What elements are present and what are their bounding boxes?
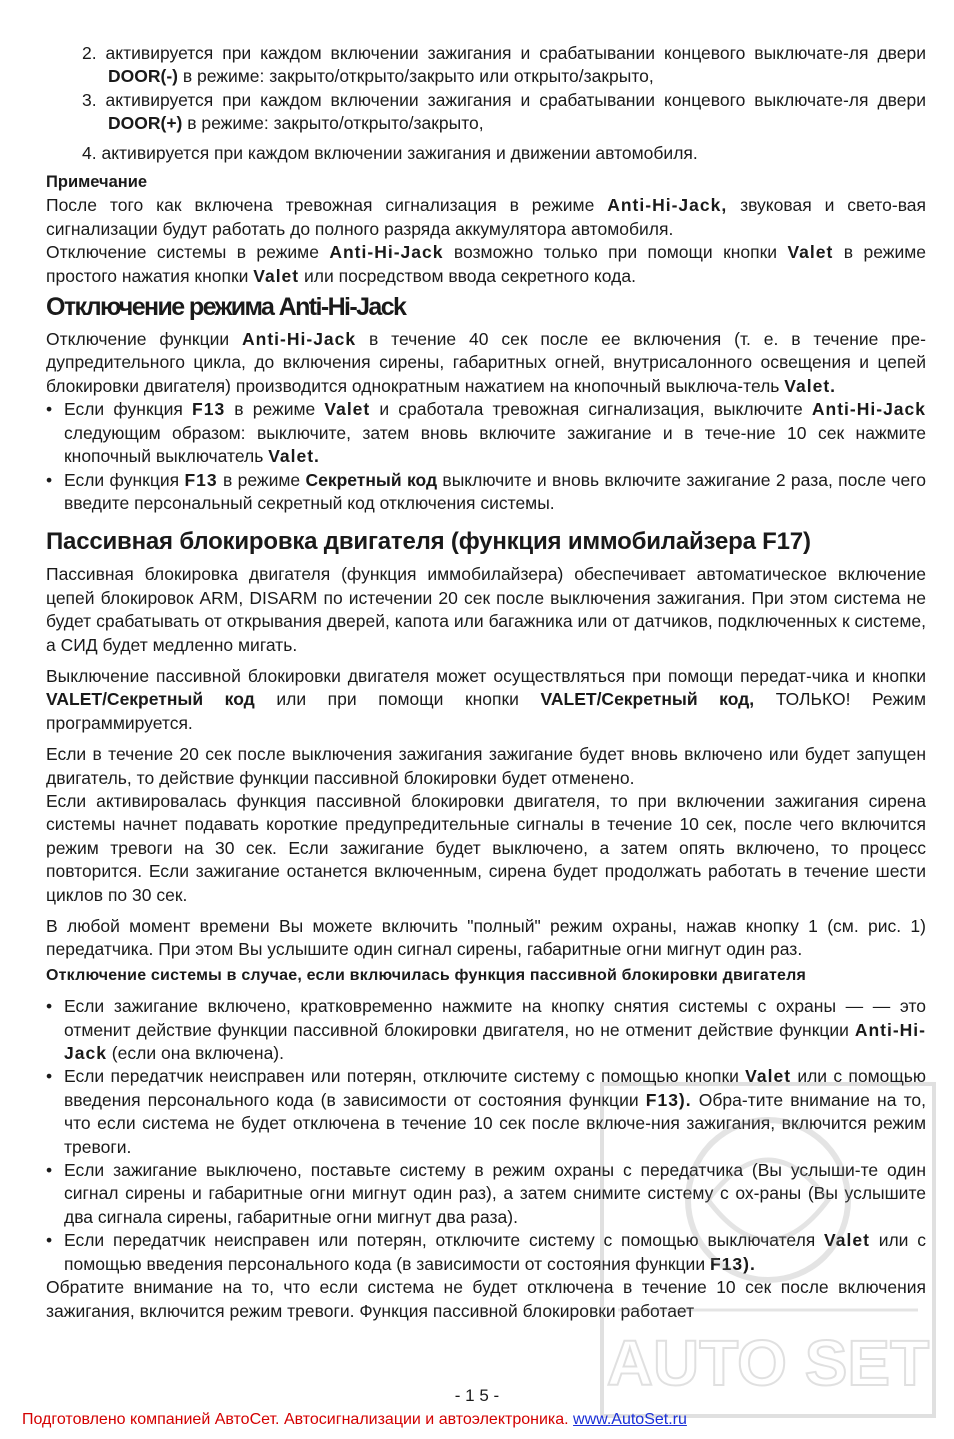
bullet-item: • Если передатчик неисправен или потерян, отключите систему с помощью выключателя Valet или с помощью введения персонального кода (в зависимости от состояния функции F13).	[46, 1230, 926, 1274]
list-item: 2. активируется при каждом включении зажигания и срабатывании концевого выключате-ля двери DOOR(-) в режиме: закрыто/открыто/закрыто или открыто/закрыто,	[82, 43, 926, 87]
bullet-item: • Если функция F13 в режиме Valet и сработала тревожная сигнализация, выключите Anti-Hi-Jack следующим образом: выключите, затем вновь включите зажигание и в тече-ние 10 сек нажмите кнопочный выключатель Valet.	[46, 399, 926, 467]
bullet-item: • Если функция F13 в режиме Секретный код выключите и вновь включите зажигание 2 раза, после чего введите персональный секретный код отключения системы.	[46, 469, 926, 513]
bullet-icon: •	[46, 399, 53, 420]
page-number: - 1 5 -	[454, 1386, 500, 1405]
paragraph: Если в течение 20 сек после выключения зажигания зажигание будет вновь включено или будет запущен двигатель, то действие функции пассивной блокировки будет отменено.	[46, 744, 926, 788]
bullet-icon: •	[46, 996, 53, 1017]
paragraph: Выключение пассивной блокировки двигателя может осуществляться при помощи передат-чика и кнопки VALET/Секретный код или при помощи кнопки VALET/Секретный код, ТОЛЬКО! Режим программируется.	[46, 665, 926, 733]
section-heading: Отключение режима Anti-Hi-Jack	[46, 293, 406, 322]
paragraph: Обратите внимание на то, что если система не будет отключена в течение 10 сек после включения зажигания, включится режим тревоги. Функция пассивной блокировки работает	[46, 1277, 926, 1321]
bullet-icon: •	[46, 1160, 53, 1181]
section-heading: Пассивная блокировка двигателя (функция иммобилайзера F17)	[46, 528, 811, 556]
paragraph: В любой момент времени Вы можете включить "полный" режим охраны, нажав кнопку 1 (см. рис. 1) передатчика. При этом Вы услышите один сигнал сирены, габаритные огни мигнут один раз.	[46, 916, 926, 960]
paragraph: Пассивная блокировка двигателя (функция иммобилайзера) обеспечивает автоматическое включение цепей блокировок ARM, DISARM по истечении 20 сек после выключения зажигания. При этом система не будет срабатывать от открывания дверей, капота или багажника или от датчиков, подключенных к системе, а СИД будет медленно мигать.	[46, 564, 926, 655]
footer	[22, 1411, 687, 1429]
bullet-item: • Если зажигание включено, кратковременно нажмите на кнопку снятия системы с охраны — — это отменит действие функции пассивной блокировки двигателя, но не отменит действие функции Anti-Hi-Jack (если она включена).	[46, 996, 926, 1064]
footer-text: Подготовлено компанией АвтоСет. Автосигнализации и автоэлектроника.	[22, 1411, 574, 1428]
note-paragraph: Отключение системы в режиме Anti-Hi-Jack возможно только при помощи кнопки Valet в режиме простого нажатия кнопки Valet или посредством ввода секретного кода.	[46, 242, 926, 286]
list-item: 3. активируется при каждом включении зажигания и срабатывании концевого выключате-ля двери DOOR(+) в режиме: закрыто/открыто/закрыто,	[82, 89, 926, 134]
footer-link[interactable]: www.AutoSet.ru	[573, 1411, 687, 1428]
bullet-icon: •	[46, 1230, 53, 1251]
bullet-item: • Если зажигание выключено, поставьте систему в режим охраны с передатчика (Вы услыши-те один сигнал сирены и габаритные огни мигнут один раз), а затем снимите систему с ох-раны (Вы услышите два сигнала сирены, габаритные огни мигнут два раза).	[46, 1160, 926, 1227]
list-item: 4. активируется при каждом включении зажигания и движении автомобиля.	[82, 142, 698, 163]
note-paragraph: После того как включена тревожная сигнализация в режиме Anti-Hi-Jack, звуковая и свето-вая сигнализации будут работать до полного разряда аккумулятора автомобиля.	[46, 195, 926, 239]
note-title: Примечание	[46, 173, 148, 192]
bullet-item: • Если передатчик неисправен или потерян, отключите систему с помощью кнопки Valet или с помощью введения персонального кода (в зависимости от состояния функции F13). Обра-тите внимание на то, что если система не будет отключена в течение 10 сек после включе-ния зажигания, включится режим тревоги.	[46, 1066, 926, 1157]
bullet-icon: •	[46, 1066, 53, 1087]
svg-text:AUTO SET: AUTO SET	[606, 1327, 930, 1399]
paragraph: Отключение функции Anti-Hi-Jack в течение 40 сек после ее включения (т. е. в течение пре-дупредительного цикла, до включения сирены, габаритных огней, внутрисалонного освещения и цепей блокировки двигателя) производится однократным нажатием на кнопочный выключа-тель Valet.	[46, 329, 926, 396]
paragraph: Если активировалась функция пассивной блокировки двигателя, то при включении зажигания сирена системы начнет подавать короткие предупредительные сигналы в течение 10 сек, после чего включится режим тревоги на 30 сек. Если зажигание будет выключено, а затем опять включено, то процесс повторится. Если зажигание останется включенным, сирена будет продолжать работать в течение шести циклов по 30 сек.	[46, 790, 926, 905]
autoset-watermark-logo	[598, 1080, 938, 1420]
bullet-icon: •	[46, 469, 53, 490]
subheading: Отключение системы в случае, если включилась функция пассивной блокировки двигателя	[46, 966, 807, 984]
